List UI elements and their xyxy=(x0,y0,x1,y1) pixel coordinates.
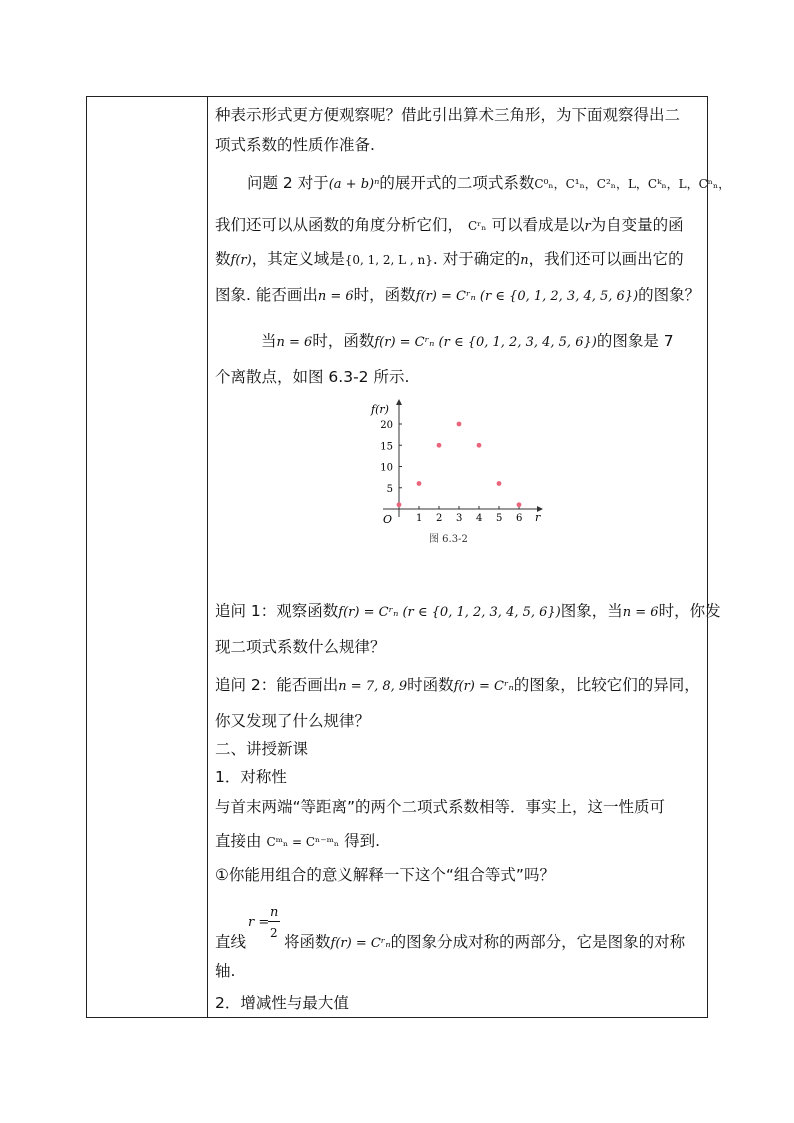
data-point xyxy=(457,422,462,427)
column-divider xyxy=(207,97,208,1017)
chart-points xyxy=(397,422,522,508)
q2-label: 问题 2 对于 xyxy=(247,174,329,192)
x-tick-label: 6 xyxy=(516,513,523,524)
figure-caption: 图 6.3-2 xyxy=(429,534,468,545)
y-axis-arrow xyxy=(396,399,402,405)
origin-label: O xyxy=(383,513,393,526)
text-line: 轴. xyxy=(215,962,236,980)
subheading-symmetry: 1．对称性 xyxy=(215,768,287,786)
text-line: 种表示形式更方便观察呢？借此引出算术三角形，为下面观察得出二 xyxy=(215,106,681,124)
content-cell xyxy=(215,97,731,1017)
y-tick-label: 20 xyxy=(380,420,393,431)
q2-sequence: C⁰ₙ，C¹ₙ，C²ₙ，L，Cᵏₙ，L，Cⁿₙ， xyxy=(534,177,731,191)
question-2 xyxy=(247,173,730,195)
text-line: 直接由 Cᵐₙ = Cⁿ⁻ᵐₙ 得到. xyxy=(215,832,381,850)
data-point xyxy=(417,481,422,486)
data-point xyxy=(497,481,502,486)
comb-symbol: Cʳₙ xyxy=(467,219,487,233)
x-tick-label: 3 xyxy=(456,513,463,524)
text-line: 我们还可以从函数的角度分析它们， Cʳₙ 可以看成是以r为自变量的函 xyxy=(215,216,684,234)
text-line: 个离散点，如图 6.3-2 所示. xyxy=(215,368,410,386)
x-tick-label: 1 xyxy=(416,513,423,524)
y-tick-label: 5 xyxy=(386,483,393,495)
data-point xyxy=(397,502,402,507)
y-tick-label: 15 xyxy=(380,441,393,453)
question-line: ①你能用组合的意义解释一下这个“组合等式”吗？ xyxy=(215,866,555,884)
y-axis-label: f(r) xyxy=(371,403,389,416)
fraction: r = n 2 xyxy=(248,905,279,940)
symmetry-formula: Cᵐₙ = Cⁿ⁻ᵐₙ xyxy=(266,835,340,849)
text-line: 与首末两端“等距离”的两个二项式系数相等．事实上，这一性质可 xyxy=(215,798,666,816)
subheading-monotonicity: 2．增减性与最大值 xyxy=(215,994,349,1012)
x-tick-label: 2 xyxy=(436,513,443,524)
follow-up-2: 追问 2：能否画出n = 7, 8, 9时函数f(r) = Cʳₙ的图象，比较它们的异同， xyxy=(215,676,700,694)
x-axis-label: r xyxy=(535,511,541,524)
data-point xyxy=(437,443,442,448)
follow-up-1: 追问 1：观察函数f(r) = Cʳₙ (r ∈ {0, 1, 2, 3, 4, 5, 6})图象，当n = 6时，你发 xyxy=(215,602,721,620)
text-line: 你又发现了什么规律？ xyxy=(215,712,371,730)
section-heading: 二、讲授新课 xyxy=(215,740,309,758)
data-point xyxy=(477,443,482,448)
x-tick-label: 5 xyxy=(496,513,503,524)
text-line: 数f(r)，其定义域是{0, 1, 2, L , n}. 对于确定的n，我们还可以画出它的 xyxy=(215,250,684,268)
x-tick-label: 4 xyxy=(476,513,483,524)
binomial-chart xyxy=(365,397,555,547)
text-line: 当n = 6时，函数f(r) = Cʳₙ (r ∈ {0, 1, 2, 3, 4, 5, 6})的图象是 7 xyxy=(261,332,674,350)
axis-line-text: 直线 r = n 2 将函数f(r) = Cʳₙ的图象分成对称的两部分，它是图象的对称 xyxy=(215,905,686,951)
text-line: 现二项式系数什么规律？ xyxy=(215,638,386,656)
text-line: 图象. 能否画出n = 6时，函数f(r) = Cʳₙ (r ∈ {0, 1, 2, 3, 4, 5, 6})的图象？ xyxy=(215,286,701,304)
y-tick-label: 10 xyxy=(380,462,393,474)
data-point xyxy=(517,502,522,507)
text-line: 项式系数的性质作准备. xyxy=(215,136,375,154)
q2-expr: (a + b)ⁿ xyxy=(328,177,380,192)
content-table xyxy=(86,96,731,1018)
q2-text: 的展开式的二项式系数 xyxy=(379,174,535,192)
